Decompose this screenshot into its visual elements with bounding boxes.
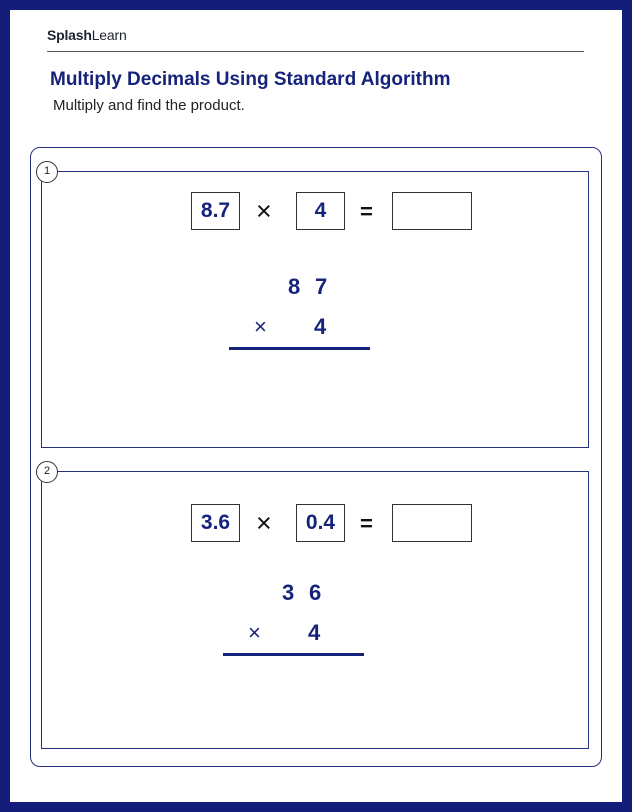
vertical-bottom-digit: 4 (314, 314, 327, 339)
answer-box[interactable] (392, 192, 472, 230)
vertical-times-symbol: × (248, 620, 261, 645)
vertical-top-digit: 7 (315, 274, 328, 299)
problem-number-badge: 2 (36, 461, 58, 483)
brand-logo-light: Learn (91, 27, 127, 43)
header-divider (47, 51, 584, 52)
factor-a-box: 8.7 (191, 192, 240, 230)
equals-symbol: = (360, 511, 373, 536)
brand-logo-bold: Splash (47, 27, 92, 43)
vertical-bottom-digit: 4 (308, 620, 321, 645)
problem-number-badge: 1 (36, 161, 58, 183)
product-line (229, 347, 370, 350)
answer-box[interactable] (392, 504, 472, 542)
brand-logo (47, 27, 127, 43)
vertical-top-digit: 3 (282, 580, 295, 605)
equals-symbol: = (360, 199, 373, 224)
vertical-top-digit: 6 (309, 580, 322, 605)
factor-b-box: 0.4 (296, 504, 345, 542)
factor-b-box: 4 (296, 192, 345, 230)
times-symbol: × (256, 196, 272, 226)
vertical-times-symbol: × (254, 314, 267, 339)
worksheet-instructions: Multiply and find the product. (53, 97, 245, 114)
factor-a-box: 3.6 (191, 504, 240, 542)
worksheet-title: Multiply Decimals Using Standard Algorithm (50, 69, 451, 90)
product-line (223, 653, 364, 656)
worksheet-page (10, 10, 622, 802)
vertical-top-digit: 8 (288, 274, 301, 299)
times-symbol: × (256, 508, 272, 538)
